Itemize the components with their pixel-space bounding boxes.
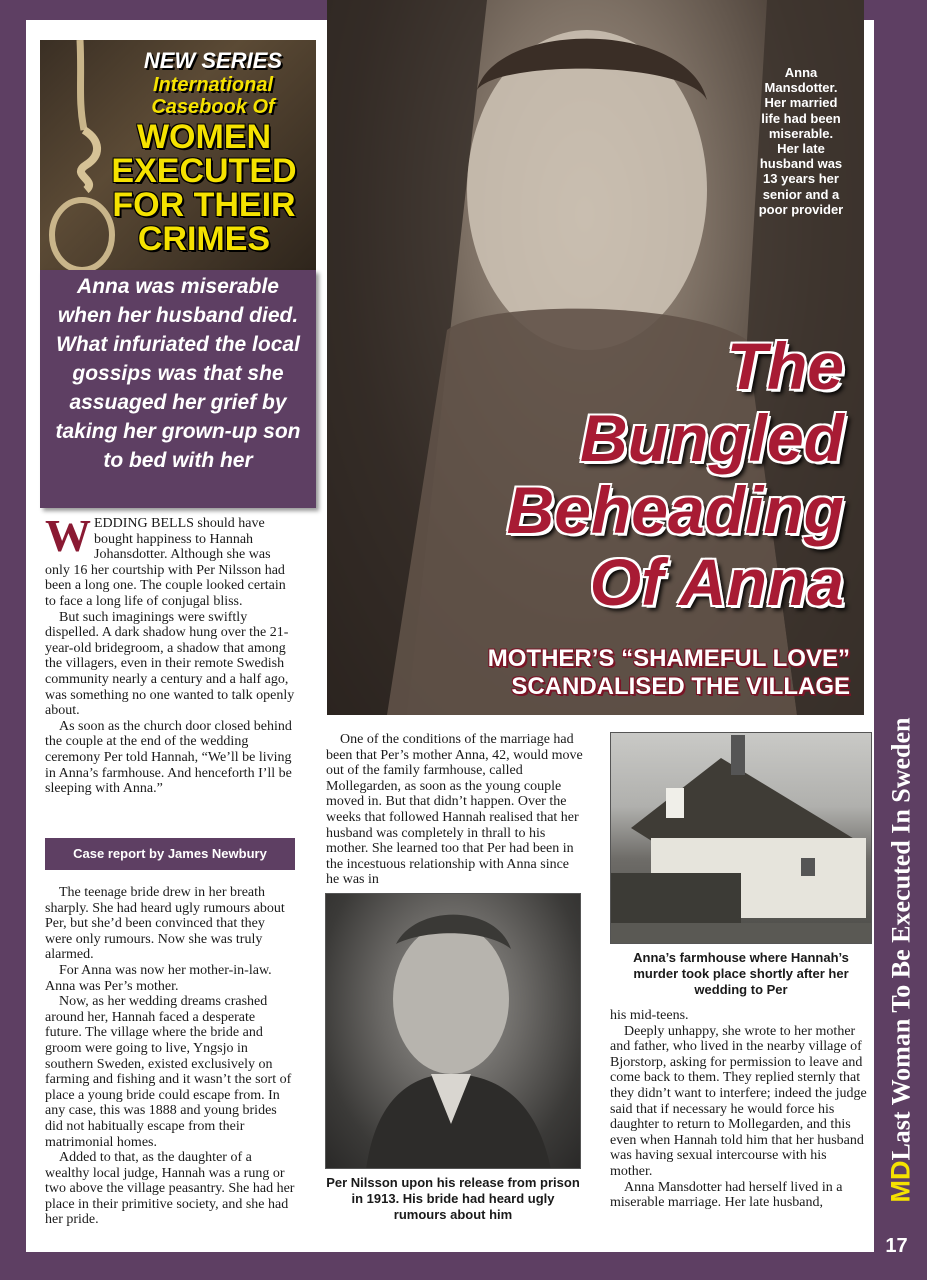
paragraph: As soon as the church door closed behind the couple at the end of the wedding ceremony Per told Hannah, “We’ll be living in Anna’s farmhouse. And henceforth I’ll be sleeping with Anna.” <box>45 718 292 797</box>
page-spine <box>874 700 927 1220</box>
series-new-label: NEW SERIES <box>143 48 283 73</box>
paragraph: Anna Mansdotter had herself lived in a miserable marriage. Her late husband, <box>610 1179 843 1211</box>
series-title-line: WOMEN <box>136 118 272 156</box>
series-subtitle <box>110 74 316 118</box>
paragraph: One of the conditions of the marriage had been that Per’s mother Anna, 42, would move out of the family farmhouse, called Mollegarden, as soon as the young couple moved in. But that didn’t happen. Over the weeks that followed Hannah realised that her husband was completely in thrall to his mother. She learned too that Per had been in the incestuous relationship with Anna since he was in <box>326 732 583 888</box>
subheadline <box>337 645 850 701</box>
subheadline-line: MOTHER’S “SHAMEFUL LOVE” <box>487 645 850 672</box>
series-subtitle-line: International <box>152 74 273 96</box>
series-title-line: EXECUTED <box>111 152 297 190</box>
headline-line: Of Anna <box>589 545 844 619</box>
paragraph: Deeply unhappy, she wrote to her mother and father, who lived in the nearby village of Bjorstorp, asking for permission to leave and come back to them. They replied sternly that they didn’t want to interfere; indeed the judge said that if necessary he would force his daughter to return to Mollegarden, and this even when Hannah told him that her husband was having sexual intercourse with his mother. <box>610 1023 867 1179</box>
caption-farmhouse: Anna’s farmhouse where Hannah’s murder took place shortly after her wedding to Per <box>633 950 849 997</box>
brand-logo: MD <box>885 1160 915 1203</box>
article-column-1-top <box>45 510 295 797</box>
per-portrait-figure <box>326 894 581 1169</box>
farmhouse-illustration <box>611 733 872 944</box>
paragraph: For Anna was now her mother-in-law. Anna was Per’s mother. <box>45 962 272 994</box>
article-column-2 <box>326 732 584 888</box>
series-title-line: CRIMES <box>137 220 271 258</box>
series-title <box>94 120 314 256</box>
anna-portrait-photo <box>327 0 864 715</box>
headline-line: Beheading <box>506 473 844 547</box>
caption-per-nilsson: Per Nilsson upon his release from prison in 1913. His bride had heard ugly rumours about him <box>326 1175 580 1222</box>
drop-cap: W <box>45 510 91 561</box>
paragraph: his mid-teens. <box>610 1008 689 1023</box>
paragraph <box>45 510 295 610</box>
per-nilsson-photo <box>325 893 581 1169</box>
series-title-line: FOR THEIR <box>112 186 296 224</box>
series-subtitle-line: Casebook Of <box>151 96 275 118</box>
paragraph: Now, as her wedding dreams crashed around her, Hannah faced a desperate future. The village where the bride and groom were going to live, Yngsjo in southern Sweden, existed exclusively on farming and fishing and it wasn’t the sort of place a young bride could escape from. In any case, this was 1888 and young brides did not habitually escape from their matrimonial homes. <box>45 994 292 1150</box>
paragraph: But such imaginings were swiftly dispelled. A dark shadow hung over the 21-year-old bridegroom, a shadow that among the villagers, even in their remote Swedish community nearly a century and a half ago, was something no one wanted to talk openly about. <box>45 609 295 719</box>
article-column-3 <box>610 1008 872 1211</box>
article-column-1-bottom <box>45 885 295 1228</box>
farmhouse-photo <box>610 732 872 944</box>
page-number: 17 <box>885 1235 908 1257</box>
standfirst: Anna was miserable when her husband died. What infuriated the local gossips was that she assuaged her grief by taking her grown-up son to bed with her <box>40 270 316 508</box>
series-banner <box>40 40 316 270</box>
spine-title-text: Last Woman To Be Executed In Sweden <box>886 717 915 1161</box>
subheadline-line: SCANDALISED THE VILLAGE <box>511 673 850 700</box>
photo-caption-anna: Anna Mansdotter. Her married life had been miserable. Her late husband was 13 years her senior and a poor provider <box>758 65 844 217</box>
byline: Case report by James Newbury <box>45 838 295 870</box>
top-border <box>26 0 326 20</box>
headline-line: The <box>726 329 844 403</box>
headline-line: Bungled <box>580 401 844 475</box>
spine-title <box>885 717 916 1202</box>
paragraph: Added to that, as the daughter of a wealthy local judge, Hannah was a rung or two above the village peasantry. She had her place in their primitive society, and she had her pride. <box>45 1150 295 1228</box>
paragraph: The teenage bride drew in her breath sharply. She had heard ugly rumours about Per, but she’d been convinced that they were only rumours. Now she was truly alarmed. <box>45 885 285 963</box>
paragraph-text: EDDING BELLS should have bought happiness to Hannah Johansdotter. Although she was only 16 her courtship with Per Nilsson had been a long one. The couple looked certain to face a long life of conjugal bliss. <box>45 516 286 609</box>
headline <box>407 330 844 618</box>
